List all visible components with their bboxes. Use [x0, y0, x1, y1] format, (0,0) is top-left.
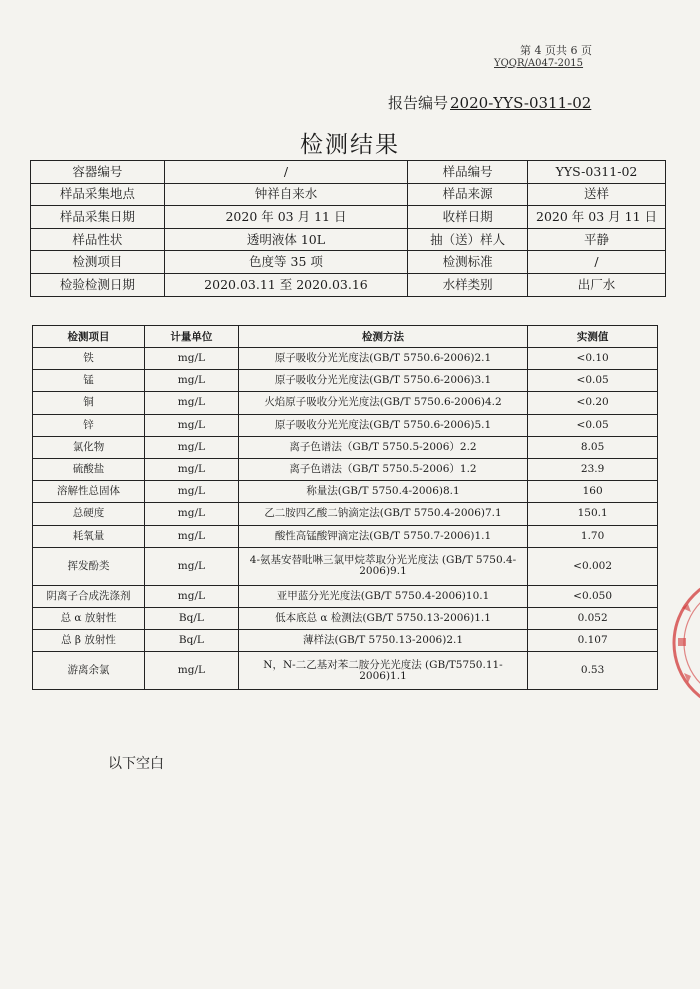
seal-stamp: [662, 568, 700, 718]
result-value: 1.70: [528, 525, 658, 547]
result-method: 原子吸收分光光度法(GB/T 5750.6-2006)3.1: [238, 370, 527, 392]
result-row: [33, 525, 658, 547]
result-unit: mg/L: [144, 481, 238, 503]
info-row: [31, 228, 666, 251]
result-unit: mg/L: [144, 436, 238, 458]
blank-note: 以下空白: [108, 756, 164, 772]
result-method: 4-氨基安替吡啉三氯甲烷萃取分光光度法 (GB/T 5750.4-2006)9.1: [238, 547, 527, 585]
info-value: 送样: [528, 183, 666, 206]
result-row: [33, 414, 658, 436]
result-unit: Bq/L: [144, 630, 238, 652]
header-method: 检测方法: [238, 326, 527, 348]
info-row: [31, 161, 666, 184]
report-number-value: 2020-YYS-0311-02: [450, 94, 592, 112]
result-method: N，N-二乙基对苯二胺分光光度法 (GB/T5750.11-2006)1.1: [238, 652, 527, 690]
result-item: 总硬度: [33, 503, 145, 525]
result-row: [33, 481, 658, 503]
result-unit: mg/L: [144, 370, 238, 392]
info-value: 色度等 35 项: [164, 251, 408, 274]
document-title: 检测结果: [300, 132, 400, 158]
info-label: 样品编号: [408, 161, 528, 184]
result-value: <0.002: [528, 547, 658, 585]
result-item: 铜: [33, 392, 145, 414]
result-unit: mg/L: [144, 652, 238, 690]
info-label: 检测项目: [31, 251, 165, 274]
result-method: 薄样法(GB/T 5750.13-2006)2.1: [238, 630, 527, 652]
result-item: 阴离子合成洗涤剂: [33, 585, 145, 607]
form-code: YQQR/A047-2015: [494, 58, 584, 69]
result-method: 离子色谱法（GB/T 5750.5-2006）2.2: [238, 436, 527, 458]
info-label: 样品性状: [31, 228, 165, 251]
info-value: 2020 年 03 月 11 日: [528, 206, 666, 229]
result-unit: mg/L: [144, 392, 238, 414]
result-method: 称量法(GB/T 5750.4-2006)8.1: [238, 481, 527, 503]
result-unit: mg/L: [144, 503, 238, 525]
result-value: 150.1: [528, 503, 658, 525]
info-row: [31, 206, 666, 229]
result-item: 锰: [33, 370, 145, 392]
info-value: /: [528, 251, 666, 274]
report-number-label: 报告编号: [388, 94, 449, 112]
result-item: 总 α 放射性: [33, 607, 145, 629]
info-value: 2020.03.11 至 2020.03.16: [164, 273, 408, 296]
result-row: [33, 503, 658, 525]
result-row: [33, 370, 658, 392]
info-value: 2020 年 03 月 11 日: [164, 206, 408, 229]
result-value: 0.107: [528, 630, 658, 652]
result-value: <0.20: [528, 392, 658, 414]
info-row: [31, 183, 666, 206]
result-item: 总 β 放射性: [33, 630, 145, 652]
info-label: 水样类别: [408, 273, 528, 296]
result-item: 氯化物: [33, 436, 145, 458]
report-number: [388, 92, 591, 113]
result-item: 耗氧量: [33, 525, 145, 547]
result-item: 游离余氯: [33, 652, 145, 690]
result-unit: mg/L: [144, 525, 238, 547]
info-label: 容器编号: [31, 161, 165, 184]
result-method: 酸性高锰酸钾滴定法(GB/T 5750.7-2006)1.1: [238, 525, 527, 547]
header-item: 检测项目: [33, 326, 145, 348]
results-table: [32, 325, 658, 690]
result-row: [33, 547, 658, 585]
info-value: 透明液体 10L: [164, 228, 408, 251]
result-method: 原子吸收分光光度法(GB/T 5750.6-2006)2.1: [238, 348, 527, 370]
result-value: 0.052: [528, 607, 658, 629]
info-row: [31, 251, 666, 274]
result-method: 火焰原子吸收分光光度法(GB/T 5750.6-2006)4.2: [238, 392, 527, 414]
info-row: [31, 273, 666, 296]
result-unit: mg/L: [144, 585, 238, 607]
result-unit: mg/L: [144, 458, 238, 480]
result-row: [33, 436, 658, 458]
result-value: 8.05: [528, 436, 658, 458]
info-value: /: [164, 161, 408, 184]
info-label: 检验检测日期: [31, 273, 165, 296]
page-indicator: 第 4 页共 6 页: [520, 44, 592, 57]
result-value: 0.53: [528, 652, 658, 690]
result-value: <0.05: [528, 370, 658, 392]
results-header-row: [33, 326, 658, 348]
result-unit: mg/L: [144, 547, 238, 585]
result-row: [33, 458, 658, 480]
result-value: <0.05: [528, 414, 658, 436]
info-label: 样品来源: [408, 183, 528, 206]
result-row: [33, 585, 658, 607]
result-value: <0.10: [528, 348, 658, 370]
result-row: [33, 652, 658, 690]
result-row: [33, 630, 658, 652]
result-method: 离子色谱法（GB/T 5750.5-2006）1.2: [238, 458, 527, 480]
result-unit: mg/L: [144, 414, 238, 436]
info-value: 平静: [528, 228, 666, 251]
result-item: 硫酸盐: [33, 458, 145, 480]
info-label: 抽（送）样人: [408, 228, 528, 251]
result-item: 挥发酚类: [33, 547, 145, 585]
result-method: 亚甲蓝分光光度法(GB/T 5750.4-2006)10.1: [238, 585, 527, 607]
result-method: 低本底总 α 检测法(GB/T 5750.13-2006)1.1: [238, 607, 527, 629]
result-value: 160: [528, 481, 658, 503]
header-value: 实测值: [528, 326, 658, 348]
info-label: 样品采集日期: [31, 206, 165, 229]
result-method: 乙二胺四乙酸二钠滴定法(GB/T 5750.4-2006)7.1: [238, 503, 527, 525]
result-item: 溶解性总固体: [33, 481, 145, 503]
info-label: 样品采集地点: [31, 183, 165, 206]
result-item: 铁: [33, 348, 145, 370]
result-row: [33, 348, 658, 370]
result-value: 23.9: [528, 458, 658, 480]
header-unit: 计量单位: [144, 326, 238, 348]
info-label: 收样日期: [408, 206, 528, 229]
info-value: YYS-0311-02: [528, 161, 666, 184]
info-value: 钟祥自来水: [164, 183, 408, 206]
info-label: 检测标准: [408, 251, 528, 274]
info-value: 出厂水: [528, 273, 666, 296]
result-row: [33, 392, 658, 414]
result-item: 锌: [33, 414, 145, 436]
sample-info-table: [30, 160, 666, 297]
result-method: 原子吸收分光光度法(GB/T 5750.6-2006)5.1: [238, 414, 527, 436]
result-row: [33, 607, 658, 629]
result-unit: mg/L: [144, 348, 238, 370]
result-unit: Bq/L: [144, 607, 238, 629]
result-value: <0.050: [528, 585, 658, 607]
